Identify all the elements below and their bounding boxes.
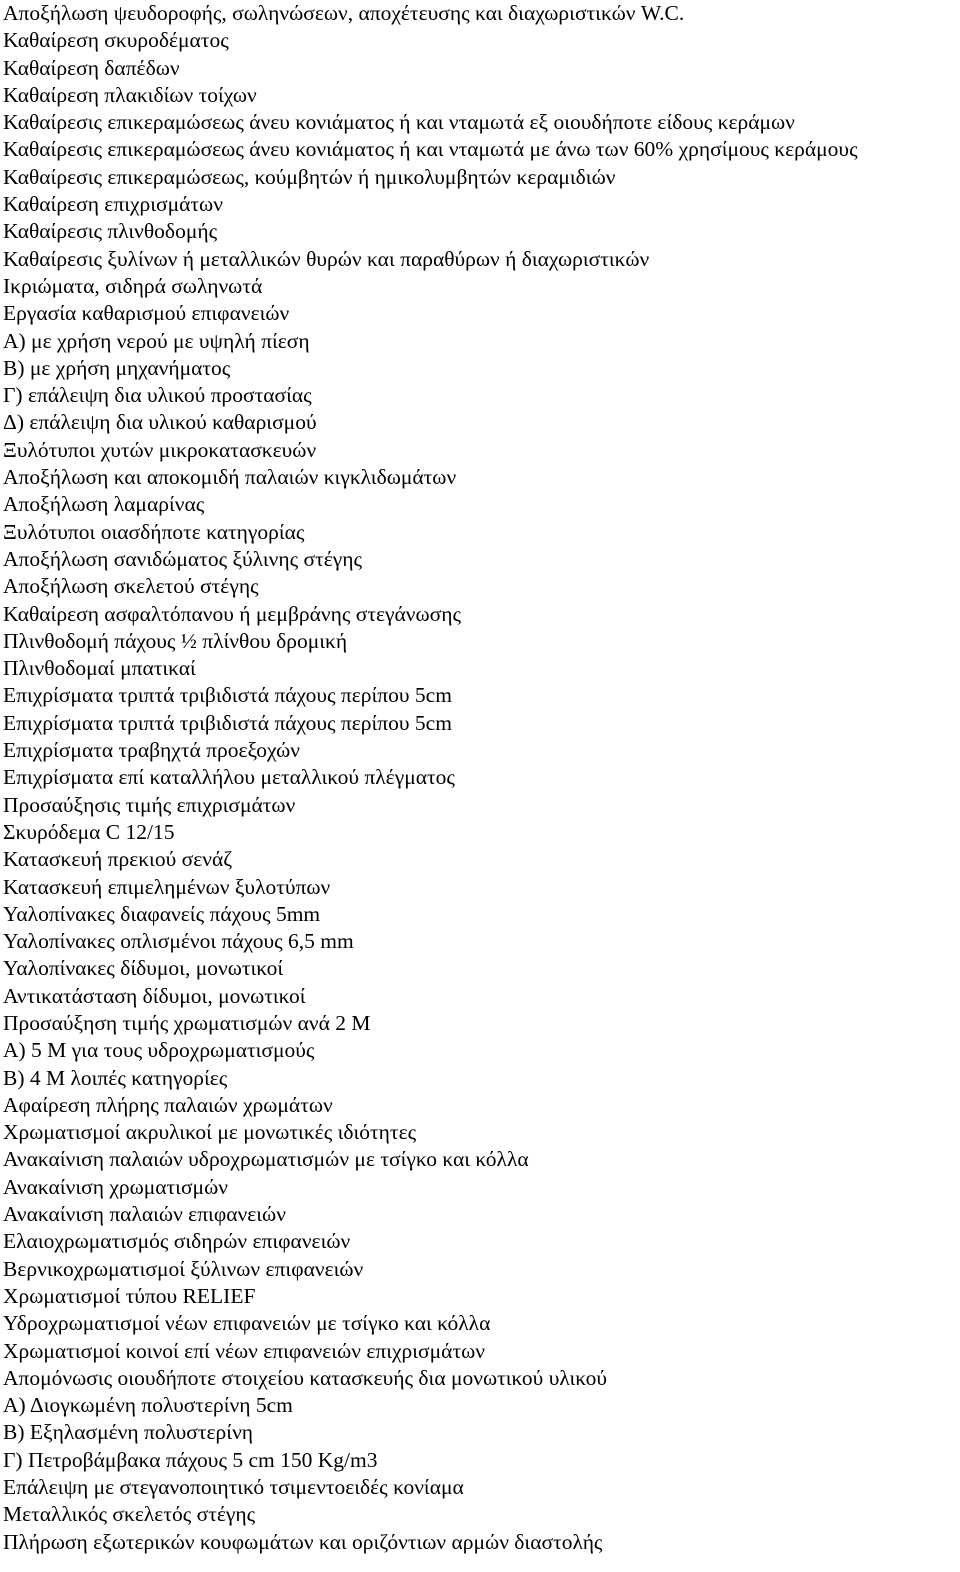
document-line: Πλινθοδομή πάχους ½ πλίνθου δρομική <box>3 628 348 653</box>
document-line: Γ) επάλειψη δια υλικού προστασίας <box>3 383 312 408</box>
document-line: Αποξήλωση ψευδοροφής, σωληνώσεων, αποχέτευσης και διαχωριστικών W.C. <box>3 1 685 25</box>
document-line: Πλινθοδομαί μπατικαί <box>3 656 196 681</box>
document-line: Υαλοπίνακες οπλισμένοι πάχους 6,5 mm <box>3 929 354 954</box>
document-line: Ξυλότυποι οιασδήποτε κατηγορίας <box>3 519 305 544</box>
document-item-list <box>3 0 958 1556</box>
document-line: Ελαιοχρωματισμός σιδηρών επιφανειών <box>3 1229 351 1254</box>
document-line: Χρωματισμοί κοινοί επί νέων επιφανειών επιχρισμάτων <box>3 1338 485 1363</box>
document-line: Ικριώματα, σιδηρά σωληνωτά <box>3 273 263 298</box>
document-line: Χρωματισμοί ακρυλικοί με μονωτικές ιδιότητες <box>3 1120 417 1145</box>
document-line: Αφαίρεση πλήρης παλαιών χρωμάτων <box>3 1092 333 1117</box>
document-line: Καθαίρεσις επικεραμώσεως άνευ κονιάματος ή και νταμωτά εξ οιουδήποτε είδους κεράμων <box>3 110 795 135</box>
document-line: Επιχρίσματα τριπτά τριβιδιστά πάχους περίπου 5cm <box>3 710 452 735</box>
document-line: Επιχρίσματα τριπτά τριβιδιστά πάχους περίπου 5cm <box>3 683 452 708</box>
document-line: Αποξήλωση και αποκομιδή παλαιών κιγκλιδωμάτων <box>3 465 457 490</box>
document-line: Μεταλλικός σκελετός στέγης <box>3 1502 256 1527</box>
document-line: Δ) επάλειψη δια υλικού καθαρισμού <box>3 410 317 435</box>
document-line: Απομόνωσις οιουδήποτε στοιχείου κατασκευής δια μονωτικού υλικού <box>3 1365 608 1390</box>
document-line: Υαλοπίνακες διαφανείς πάχους 5mm <box>3 901 321 926</box>
document-line: Καθαίρεσις επικεραμώσεως, κούμβητών ή ημικολυμβητών κεραμιδιών <box>3 164 616 189</box>
document-line: Αποξήλωση σανιδώματος ξύλινης στέγης <box>3 546 363 571</box>
document-line: Κατασκευή πρεκιού σενάζ <box>3 847 233 872</box>
document-line: Επάλειψη με στεγανοποιητικό τσιμεντοειδές κονίαμα <box>3 1475 464 1500</box>
document-line: Επιχρίσματα επί καταλλήλου μεταλλικού πλέγματος <box>3 765 455 790</box>
document-line: Κατασκευή επιμελημένων ξυλοτύπων <box>3 874 331 899</box>
document-line: Υαλοπίνακες δίδυμοι, μονωτικοί <box>3 956 284 981</box>
document-line: Εργασία καθαρισμού επιφανειών <box>3 301 290 326</box>
document-line: Καθαίρεση επιχρισμάτων <box>3 192 223 217</box>
document-line: Α) Διογκωμένη πολυστερίνη 5cm <box>3 1393 293 1418</box>
document-line: Χρωματισμοί τύπου RELIEF <box>3 1283 256 1308</box>
document-line: Ανακαίνιση παλαιών υδροχρωματισμών με τσίγκο και κόλλα <box>3 1147 529 1172</box>
document-line: Αντικατάσταση δίδυμοι, μονωτικοί <box>3 983 306 1008</box>
document-line: Αποξήλωση σκελετού στέγης <box>3 574 259 599</box>
document-line: Βερνικοχρωματισμοί ξύλινων επιφανειών <box>3 1256 364 1281</box>
document-line: Ξυλότυποι χυτών μικροκατασκευών <box>3 437 317 462</box>
document-line: Α) με χρήση νερού με υψηλή πίεση <box>3 328 310 353</box>
document-line: Καθαίρεσις επικεραμώσεως άνευ κονιάματος ή και νταμωτά με άνω των 60% χρησίμους κεράμους <box>3 137 858 162</box>
document-line: Πλήρωση εξωτερικών κουφωμάτων και οριζόντιων αρμών διαστολής <box>3 1529 603 1554</box>
document-line: Καθαίρεσις ξυλίνων ή μεταλλικών θυρών και παραθύρων ή διαχωριστικών <box>3 246 650 271</box>
document-line: Ανακαίνιση παλαιών επιφανειών <box>3 1202 286 1227</box>
document-line: Καθαίρεση ασφαλτόπανου ή μεμβράνης στεγάνωσης <box>3 601 461 626</box>
document-line: Καθαίρεση πλακιδίων τοίχων <box>3 82 257 107</box>
document-line: Καθαίρεση δαπέδων <box>3 55 180 80</box>
document-line: Υδροχρωματισμοί νέων επιφανειών με τσίγκο και κόλλα <box>3 1311 491 1336</box>
document-line: Καθαίρεση σκυροδέματος <box>3 28 229 53</box>
document-line: Προσαύξηση τιμής χρωματισμών ανά 2 Μ <box>3 1010 371 1035</box>
document-line: Γ) Πετροβάμβακα πάχους 5 cm 150 Kg/m3 <box>3 1447 378 1472</box>
document-line: Καθαίρεσις πλινθοδομής <box>3 219 218 244</box>
document-line: Σκυρόδεμα C 12/15 <box>3 819 175 844</box>
document-line: Α) 5 Μ για τους υδροχρωματισμούς <box>3 1038 315 1063</box>
document-line: Επιχρίσματα τραβηχτά προεξοχών <box>3 738 300 763</box>
document-line: Β) Εξηλασμένη πολυστερίνη <box>3 1420 254 1445</box>
document-line: Β) 4 Μ λοιπές κατηγορίες <box>3 1065 228 1090</box>
document-line: Αποξήλωση λαμαρίνας <box>3 492 205 517</box>
document-line: Προσαύξησις τιμής επιχρισμάτων <box>3 792 296 817</box>
document-line: Ανακαίνιση χρωματισμών <box>3 1174 228 1199</box>
document-line: Β) με χρήση μηχανήματος <box>3 355 231 380</box>
